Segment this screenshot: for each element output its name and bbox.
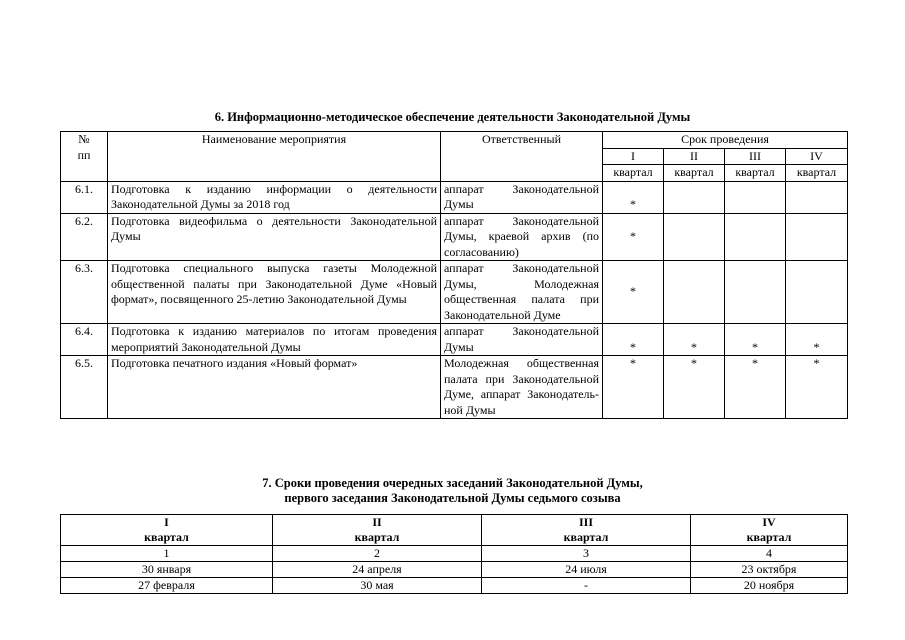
header-quarter-3-numeral: III [725, 148, 786, 165]
sessions-index-2: 2 [273, 546, 482, 562]
row-mark-q1: * [603, 261, 664, 324]
section-6-title: 6. Информационно-методическое обеспечение деятельности Законодательной Думы [214, 110, 691, 124]
row-num: 6.5. [61, 356, 108, 419]
sessions-header-q2-numeral: II [372, 515, 382, 529]
session-date: 20 ноября [691, 578, 848, 594]
session-date: 30 мая [273, 578, 482, 594]
header-quarter-4-numeral: IV [786, 148, 848, 165]
header-quarter-1-numeral: I [603, 148, 664, 165]
sessions-header-q3-word: квартал [563, 530, 609, 544]
row-mark-q1: * [603, 324, 664, 356]
row-mark-q3: * [725, 324, 786, 356]
section-7-title-line1: 7. Сроки проведения очередных заседаний Законодательной Думы, [262, 476, 643, 490]
sessions-header-q4-numeral: IV [762, 515, 776, 529]
row-mark-q1: * [603, 181, 664, 213]
row-mark-q4 [786, 261, 848, 324]
table-row [61, 324, 848, 356]
row-mark-q4: * [786, 324, 848, 356]
row-responsible: аппарат Законодательной Думы, Молодежная общественная палата при Законодательной Думе [441, 261, 603, 324]
row-mark-q3: * [725, 356, 786, 419]
sessions-table [60, 514, 848, 594]
header-quarter-2-numeral: II [664, 148, 725, 165]
row-responsible: аппарат Законодательной Думы [441, 181, 603, 213]
row-mark-q3 [725, 261, 786, 324]
row-mark-q2 [664, 181, 725, 213]
row-mark-q2: * [664, 324, 725, 356]
row-responsible: аппарат Законодательной Думы, краевой архив (по согласованию) [441, 213, 603, 261]
row-mark-q3 [725, 181, 786, 213]
row-mark-q3 [725, 213, 786, 261]
row-mark-q4: * [786, 356, 848, 419]
sessions-header-row [61, 515, 848, 546]
header-num-line1: № [78, 132, 90, 146]
sessions-header-q1-numeral: I [164, 515, 169, 529]
sessions-header-q2-word: квартал [354, 530, 400, 544]
header-num-line2: пп [77, 147, 91, 162]
sessions-header-q4-word: квартал [746, 530, 792, 544]
row-responsible: Молодежная общественная палата при Законодательной Думе, аппарат Законодательной Думы [441, 356, 603, 419]
header-quarter-4-word: квартал [786, 165, 848, 182]
row-num: 6.3. [61, 261, 108, 324]
row-num: 6.2. [61, 213, 108, 261]
session-date: 27 февраля [61, 578, 273, 594]
row-num: 6.4. [61, 324, 108, 356]
table-row [61, 213, 848, 261]
row-name: Подготовка видеофильма о деятельности Законодательной Думы [108, 213, 441, 261]
row-mark-q2: * [664, 356, 725, 419]
header-period: Срок проведения [603, 132, 848, 149]
sessions-header-q4 [691, 515, 848, 546]
row-mark-q1: * [603, 213, 664, 261]
session-date: - [482, 578, 691, 594]
session-date: 30 января [61, 562, 273, 578]
header-num [61, 132, 108, 182]
sessions-header-q1 [61, 515, 273, 546]
sessions-header-q2 [273, 515, 482, 546]
table-row [61, 356, 848, 419]
row-name: Подготовка к изданию материалов по итогам проведения мероприятий Законодательной Думы [108, 324, 441, 356]
sessions-header-q1-word: квартал [144, 530, 189, 544]
row-mark-q2 [664, 213, 725, 261]
sessions-index-3: 3 [482, 546, 691, 562]
header-responsible: Ответственный [441, 132, 603, 182]
session-date: 24 апреля [273, 562, 482, 578]
row-name: Подготовка к изданию информации о деятельности Законодательной Думы за 2018 год [108, 181, 441, 213]
table-row [61, 181, 848, 213]
sessions-header-q3 [482, 515, 691, 546]
row-num: 6.1. [61, 181, 108, 213]
sessions-header-q3-numeral: III [578, 515, 593, 529]
section-7-title [0, 476, 905, 506]
sessions-index-4: 4 [691, 546, 848, 562]
row-mark-q2 [664, 261, 725, 324]
section-7-title-line2: первого заседания Законодательной Думы седьмого созыва [284, 491, 621, 505]
session-date: 24 июля [482, 562, 691, 578]
row-mark-q1: * [603, 356, 664, 419]
header-quarter-2-word: квартал [664, 165, 725, 182]
row-mark-q4 [786, 181, 848, 213]
sessions-index-row [61, 546, 848, 562]
header-quarter-3-word: квартал [725, 165, 786, 182]
table-row [61, 261, 848, 324]
header-name: Наименование мероприятия [108, 132, 441, 182]
table-header-row [61, 132, 848, 149]
row-name: Подготовка специального выпуска газеты Молодежной общественной палаты при Законодательной Думе «Новый формат», посвященного 25-летию Законодательной Думы [108, 261, 441, 324]
table-row [61, 562, 848, 578]
session-date: 23 октября [691, 562, 848, 578]
events-table [60, 131, 848, 419]
row-name: Подготовка печатного издания «Новый формат» [108, 356, 441, 419]
row-mark-q4 [786, 213, 848, 261]
table-row [61, 578, 848, 594]
row-responsible: аппарат Законодательной Думы [441, 324, 603, 356]
header-quarter-1-word: квартал [603, 165, 664, 182]
sessions-index-1: 1 [61, 546, 273, 562]
